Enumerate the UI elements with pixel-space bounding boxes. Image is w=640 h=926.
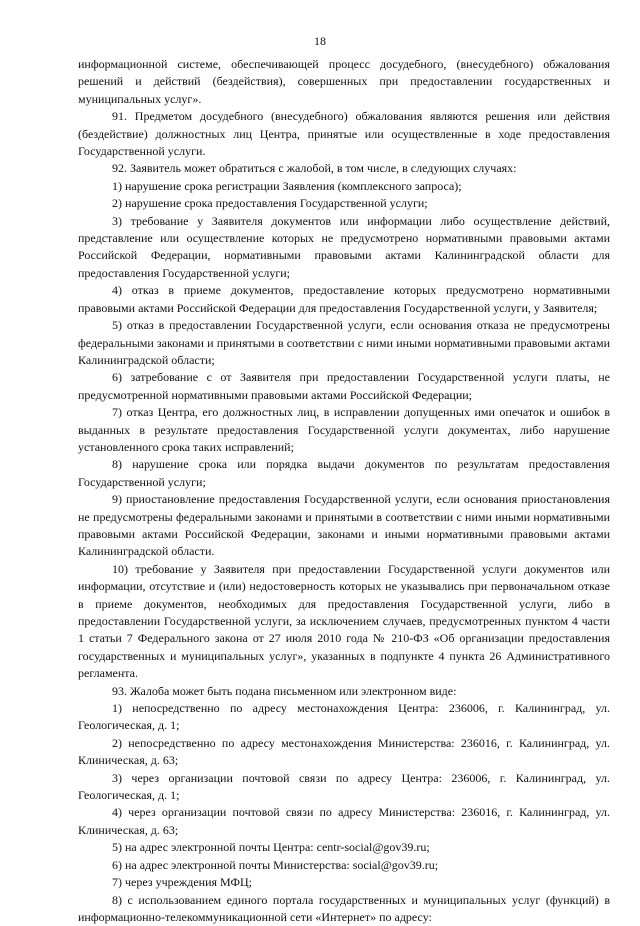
paragraph-p15: 2) непосредственно по адресу местонахождения Министерства: 236016, г. Калининград, ул. Клиническая, д. 63; — [78, 735, 610, 770]
paragraph-p1: 91. Предметом досудебного (внесудебного) обжалования являются решения или действия (бездействие) должностных лиц Центра, принятые или осуществленные в ходе предоставления Государственной услуги. — [78, 108, 610, 160]
paragraph-p2: 92. Заявитель может обратиться с жалобой, в том числе, в следующих случаях: — [78, 160, 610, 177]
paragraph-p7: 5) отказ в предоставлении Государственной услуги, если основания отказа не предусмотрены федеральными законами и принятыми в соответствии с ними иными нормативными правовыми актами Калининградской области; — [78, 317, 610, 369]
paragraph-p18: 5) на адрес электронной почты Центра: centr-social@gov39.ru; — [78, 839, 610, 856]
paragraph-p5: 3) требование у Заявителя документов или информации либо осуществление действий, представление или осуществление которых не предусмотрено нормативными правовыми актами Российской Федерации, нормативными правовыми актами Калининградской области для предоставления Государственной услуги; — [78, 213, 610, 283]
paragraph-p8: 6) затребование с от Заявителя при предоставлении Государственной услуги платы, не предусмотренной нормативными правовыми актами Российской Федерации; — [78, 369, 610, 404]
paragraph-p19: 6) на адрес электронной почты Министерства: social@gov39.ru; — [78, 857, 610, 874]
paragraph-p12: 10) требование у Заявителя при предоставлении Государственной услуги документов или информации, отсутствие и (или) недостоверность которых не указывались при первоначальном отказе в приеме документов, необходимых для предоставления Государственной услуги, либо в предоставлении Государственной услуги, за исключением случаев, предусмотренных пунктом 4 части 1 статьи 7 Федерального закона от 27 июля 2010 года № 210-ФЗ «Об организации предоставления государственных и муниципальных услуг», указанных в подпункте 4 пункта 26 Административного регламента. — [78, 561, 610, 683]
paragraph-p4: 2) нарушение срока предоставления Государственной услуги; — [78, 195, 610, 212]
paragraph-p6: 4) отказ в приеме документов, предоставление которых предусмотрено нормативными правовыми актами Российской Федерации для предоставления Государственной услуги, у Заявителя; — [78, 282, 610, 317]
paragraph-p16: 3) через организации почтовой связи по адресу Центра: 236006, г. Калининград, ул. Геологическая, д. 1; — [78, 770, 610, 805]
document-body — [78, 56, 610, 926]
paragraph-p14: 1) непосредственно по адресу местонахождения Центра: 236006, г. Калининград, ул. Геологическая, д. 1; — [78, 700, 610, 735]
paragraph-p9: 7) отказ Центра, его должностных лиц, в исправлении допущенных ими опечаток и ошибок в выданных в результате предоставления Государственной услуги документах, либо нарушение установленного срока таких исправлений; — [78, 404, 610, 456]
page-number: 18 — [0, 34, 640, 49]
paragraph-p13: 93. Жалоба может быть подана письменном или электронном виде: — [78, 683, 610, 700]
paragraph-p0: информационной системе, обеспечивающей процесс досудебного, (внесудебного) обжалования решений и действий (бездействия), совершенных при предоставлении государственных и муниципальных услуг». — [78, 56, 610, 108]
paragraph-p3: 1) нарушение срока регистрации Заявления (комплексного запроса); — [78, 178, 610, 195]
paragraph-p17: 4) через организации почтовой связи по адресу Министерства: 236016, г. Калининград, ул. Клиническая, д. 63; — [78, 804, 610, 839]
paragraph-p11: 9) приостановление предоставления Государственной услуги, если основания приостановления не предусмотрены федеральными законами и принятыми в соответствии с ними иными нормативными правовыми актами Российской Федерации, законами и иными нормативными правовыми актами Калининградской области. — [78, 491, 610, 561]
paragraph-p10: 8) нарушение срока или порядка выдачи документов по результатам предоставления Государственной услуги; — [78, 456, 610, 491]
paragraph-p20: 7) через учреждения МФЦ; — [78, 874, 610, 891]
paragraph-p21: 8) с использованием единого портала государственных и муниципальных услуг (функций) в информационно-телекоммуникационной сети «Интернет» по адресу: — [78, 892, 610, 926]
